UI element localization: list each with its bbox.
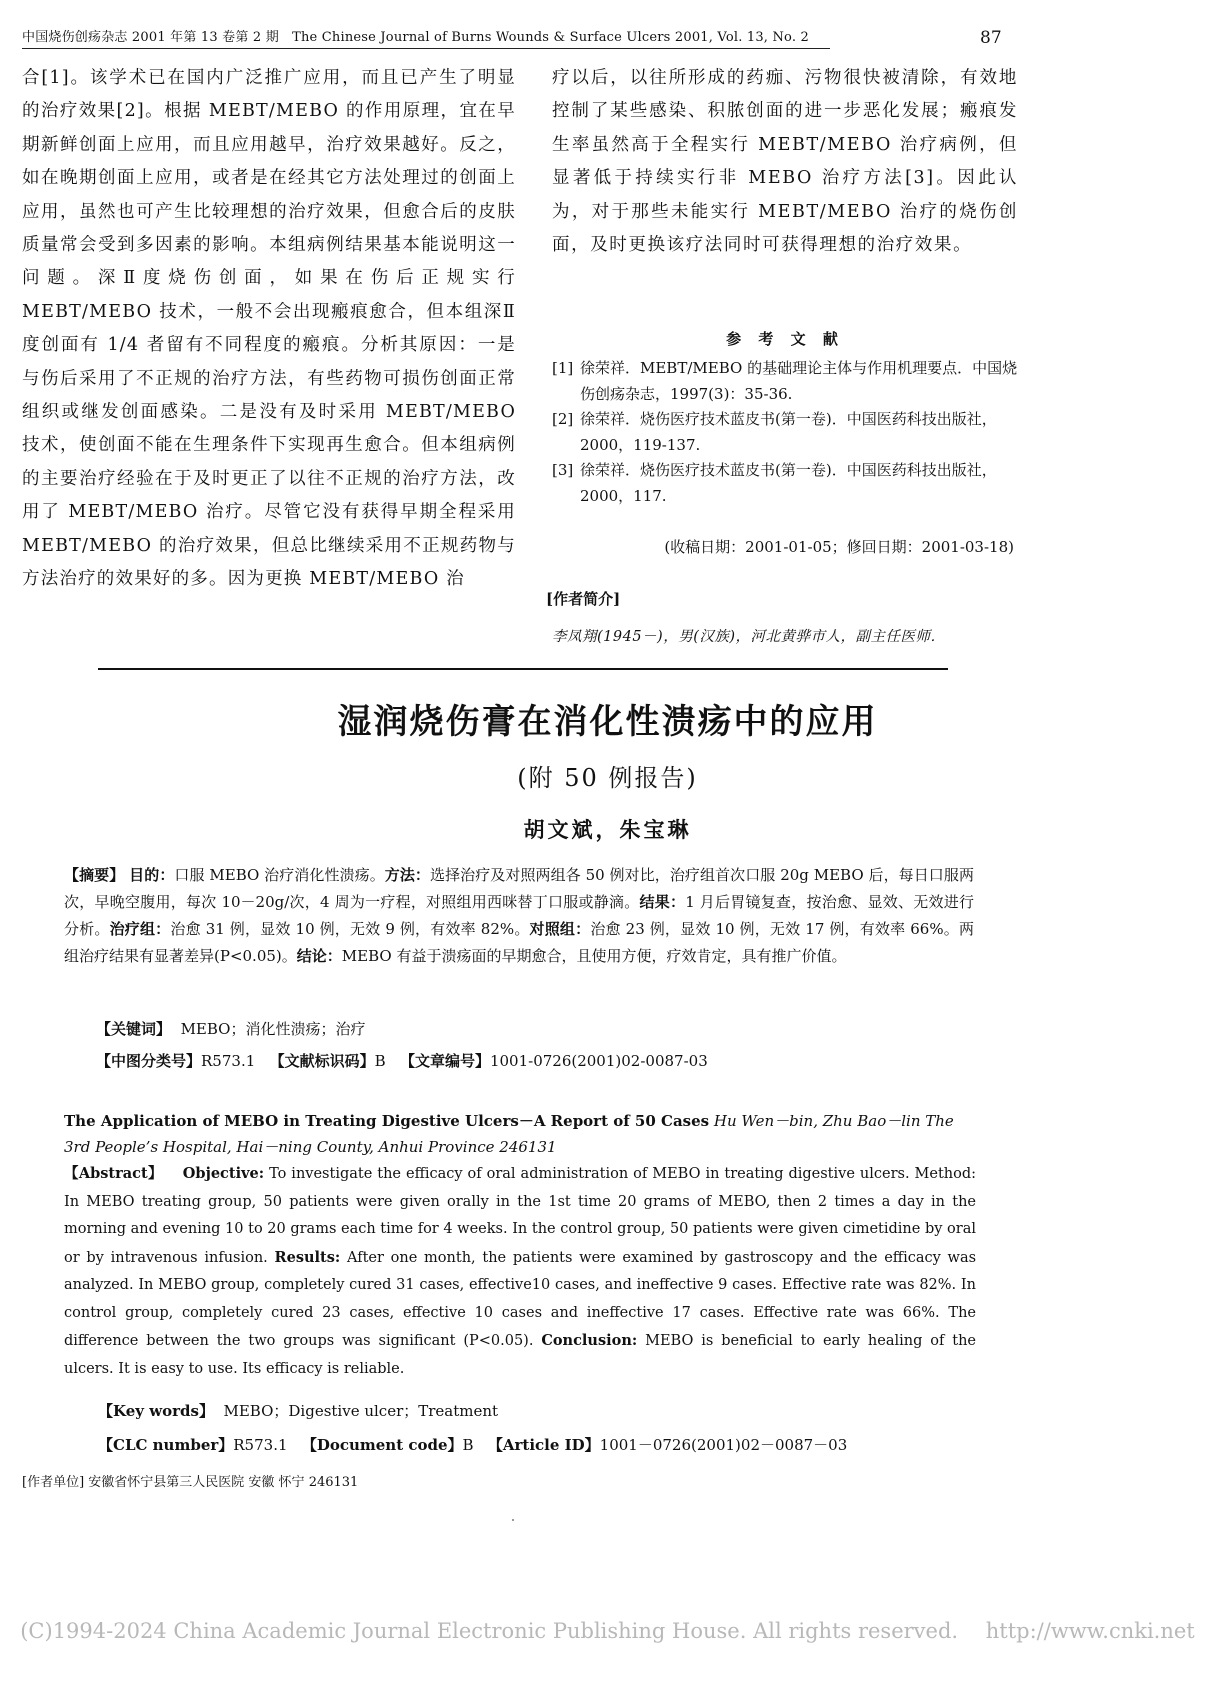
running-head: 中国烧伤创疡杂志 2001 年第 13 卷第 2 期 The Chinese Journal of Burns Wounds & Surface Ulcers 2001, Vol. 13, No. 2 (22, 30, 809, 45)
author-unit-label: [作者单位] (22, 1475, 85, 1490)
reference-text: 徐荣祥．烧伤医疗技术蓝皮书(第一卷)．中国医药科技出版社，2000，119-137. (580, 410, 997, 454)
treatment-group-label: 治疗组： (109, 920, 171, 938)
english-title-block (64, 1108, 976, 1160)
keywords-en-text: MEBO；Digestive ulcer；Treatment (223, 1402, 499, 1420)
objective-label: 目的： (129, 866, 175, 884)
reference-item (552, 407, 1024, 458)
received-date: (收稿日期：2001-01-05；修回日期：2001-03-18) (664, 538, 1014, 556)
doc-code-label: 【文献标识码】 (269, 1052, 375, 1070)
prev-article-left-column (22, 62, 516, 597)
doc-code-en-label: 【Document code】 (301, 1436, 463, 1454)
keywords-en (98, 1400, 498, 1421)
objective-en-label: Objective: (182, 1165, 265, 1182)
keywords-label: 【关键词】 (96, 1020, 172, 1038)
article-subtitle: (附 50 例报告) (517, 764, 698, 792)
article-number-label: 【文章编号】 (399, 1052, 490, 1070)
reference-number: [2] (552, 410, 574, 428)
article-id-en-label: 【Article ID】 (487, 1436, 600, 1454)
prev-article-right-column (552, 62, 1018, 262)
scan-speck (512, 1519, 514, 1521)
article-authors: 胡文斌，朱宝琳 (523, 817, 692, 842)
author-unit-text: 安徽省怀宁县第三人民医院 安徽 怀宁 246131 (88, 1475, 359, 1490)
article-divider (98, 668, 948, 670)
reference-list (552, 356, 1024, 509)
conclusion-en-text: MEBO is beneficial to early healing of the ulcers. It is easy to use. Its efficacy is reliable. (64, 1333, 976, 1377)
control-group-text: 治愈 23 例，显效 10 例，无效 17 例，有效率 66%。两组治疗结果有显著差异(P<0.05)。 (64, 920, 974, 965)
reference-item (552, 356, 1024, 407)
method-text: 选择治疗及对照两组各 50 例对比，治疗组首次口服 20g MEBO 后，每日口服两次，早晚空腹用，每次 10－20g/次，4 周为一疗程，对照组用西咪替丁口服或静滴。 (64, 866, 974, 911)
objective-en-text: To investigate the efficacy of oral administration of MEBO in treating digestive ulcers. Method: In MEBO treating group, 50 patients were given orally in the 1st time 20 grams of MEBO, then 2 times a day in the morning and evening 10 to 20 grams each time for 4 weeks. In the control group, 50 patients were given cimetidine by oral or by intravenous infusion. (64, 1166, 977, 1266)
reference-number: [3] (552, 461, 574, 479)
results-text: 1 月后胃镜复查，按治愈、显效、无效进行分析。 (64, 893, 974, 938)
conclusion-text: MEBO 有益于溃疡面的早期愈合，且使用方便，疗效肯定，具有推广价值。 (341, 947, 847, 965)
abstract-en-label: 【Abstract】 (64, 1165, 163, 1182)
objective-text: 口服 MEBO 治疗消化性溃疡。 (174, 866, 385, 884)
reference-text: 徐荣祥．烧伤医疗技术蓝皮书(第一卷)．中国医药科技出版社，2000，117. (580, 461, 997, 505)
classification-en (98, 1434, 847, 1455)
clc-en-value: R573.1 (233, 1436, 288, 1454)
body-text: 合[1]。该学术已在国内广泛推广应用，而且已产生了明显的治疗效果[2]。根据 MEBT/MEBO 的作用原理，宜在早期新鲜创面上应用，而且应用越早，治疗效果越好。反之，如在晚期创面上应用，或者是在经其它方法处理过的创面上应用，虽然也可产生比较理想的治疗效果，但愈合后的皮肤质量常会受到多因素的影响。本组病例结果基本能说明这一问题。深Ⅱ度烧伤创面，如果在伤后正规实行 MEBT/MEBO 技术，一般不会出现瘢痕愈合，但本组深Ⅱ度创面有 1/4 者留有不同程度的瘢痕。分析其原因：一是与伤后采用了不正规的治疗方法，有些药物可损伤创面正常组织或继发创面感染。二是没有及时采用 MEBT/MEBO 技术，使创面不能在生理条件下实现再生愈合。但本组病例的主要治疗经验在于及时更正了以往不正规的治疗方法，改用了 MEBT/MEBO 治疗。尽管它没有获得早期全程采用 MEBT/MEBO 的治疗效果，但总比继续采用不正规药物与方法治疗的效果好的多。因为更换 MEBT/MEBO 治 (22, 68, 516, 590)
page-number: 87 (980, 28, 1002, 48)
results-label: 结果： (639, 893, 686, 911)
clc-en-label: 【CLC number】 (98, 1436, 234, 1454)
control-group-label: 对照组： (529, 920, 591, 938)
copyright-watermark: (C)1994-2024 China Academic Journal Electronic Publishing House. All rights reserved. http://www.cnki.net (20, 1619, 1195, 1643)
clc-label: 【中图分类号】 (96, 1052, 202, 1070)
reference-number: [1] (552, 359, 574, 377)
conclusion-en-label: Conclusion: (541, 1332, 638, 1349)
references-title: 参 考 文 献 (726, 330, 844, 348)
conclusion-label: 结论： (296, 947, 342, 965)
reference-item (552, 458, 1024, 509)
clc-value: R573.1 (201, 1052, 256, 1070)
author-intro-label: [作者简介] (546, 590, 621, 608)
header-rule (22, 48, 830, 49)
author-unit (22, 1471, 358, 1490)
reference-text: 徐荣祥．MEBT/MEBO 的基础理论主体与作用机理要点．中国烧伤创疡杂志，1997(3)：35-36. (580, 359, 1018, 403)
english-title: The Application of MEBO in Treating Digestive Ulcers－A Report of 50 Cases (64, 1112, 710, 1130)
abstract-en (64, 1160, 976, 1383)
english-authors: Hu Wen－bin, Zhu Bao－lin The 3rd People’s Hospital, Hai－ning County, Anhui Province 246131 (64, 1112, 954, 1156)
method-label: 方法： (384, 866, 430, 884)
abstract-zh (64, 862, 974, 970)
article-title: 湿润烧伤膏在消化性溃疡中的应用 (337, 702, 878, 742)
keywords-en-label: 【Key words】 (98, 1402, 214, 1420)
results-en-text: After one month, the patients were examined by gastroscopy and the efficacy was analyzed. In MEBO group, completely cured 31 cases, effective10 cases, and ineffective 9 cases. Effective rate was 82%. In control group, completely cured 23 cases, effective 10 cases and ineffective 17 cases. Effective rate was 66%. The difference between the two groups was significant (P<0.05). (64, 1249, 977, 1349)
treatment-group-text: 治愈 31 例，显效 10 例，无效 9 例，有效率 82%。 (170, 920, 530, 938)
article-number-value: 1001-0726(2001)02-0087-03 (489, 1052, 708, 1070)
doc-code-value: B (374, 1052, 386, 1070)
keywords-zh (96, 1018, 365, 1039)
results-en-label: Results: (274, 1248, 341, 1266)
keywords-text: MEBO；消化性溃疡；治疗 (180, 1020, 366, 1038)
abstract-label: 【摘要】 (64, 866, 125, 884)
classification-zh (96, 1050, 708, 1071)
author-intro: 李凤翔(1945－)，男(汉族)，河北黄骅市人，副主任医师． (552, 629, 946, 645)
article-id-en-value: 1001－0726(2001)02－0087－03 (599, 1436, 848, 1454)
doc-code-en-value: B (462, 1436, 474, 1454)
body-text: 疗以后，以往所形成的药痂、污物很快被清除，有效地控制了某些感染、积脓创面的进一步恶化发展；瘢痕发生率虽然高于全程实行 MEBT/MEBO 治疗病例，但显著低于持续实行非 MEBO 治疗方法[3]。因此认为，对于那些未能实行 MEBT/MEBO 治疗的烧伤创面，及时更换该疗法同时可获得理想的治疗效果。 (552, 68, 1018, 256)
